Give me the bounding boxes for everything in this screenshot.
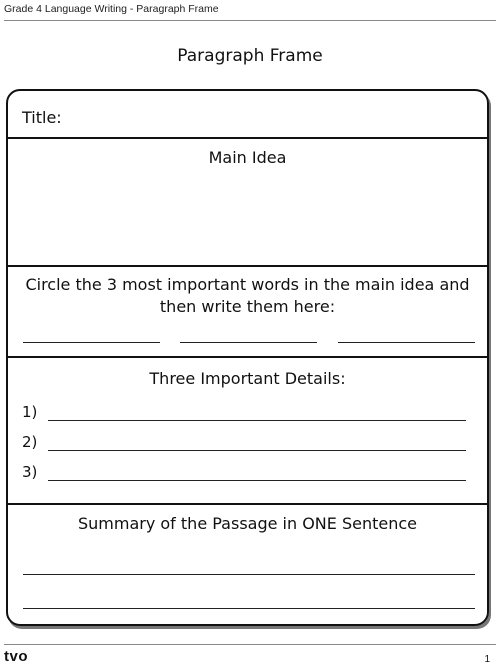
summary-heading: Summary of the Passage in ONE Sentence (77, 514, 418, 533)
detail-line-2[interactable] (48, 450, 466, 451)
paragraph-frame (6, 89, 489, 626)
word-line-1[interactable] (23, 342, 160, 343)
summary-line-2[interactable] (23, 608, 475, 609)
main-idea-section (8, 139, 487, 267)
document-header: Grade 4 Language Writing - Paragraph Frame (4, 3, 219, 15)
important-words-section (8, 267, 487, 358)
tvo-logo: tvo (4, 648, 28, 665)
summary-section (8, 505, 487, 624)
footer-divider (4, 644, 496, 645)
detail-line-1[interactable] (48, 420, 466, 421)
word-line-2[interactable] (180, 342, 317, 343)
title-label: Title: (22, 108, 62, 127)
title-section (8, 91, 487, 139)
detail-number-2: 2) (22, 433, 38, 451)
detail-line-3[interactable] (48, 480, 466, 481)
important-words-heading-line1: Circle the 3 most important words in the main idea and (25, 275, 470, 294)
header-divider (4, 20, 496, 21)
details-section (8, 358, 487, 505)
important-words-heading-line2: then write them here: (159, 297, 336, 316)
summary-line-1[interactable] (23, 574, 475, 575)
details-heading: Three Important Details: (149, 369, 346, 388)
page-number: 1 (484, 654, 490, 665)
word-line-3[interactable] (338, 342, 475, 343)
detail-number-1: 1) (22, 403, 38, 421)
main-idea-heading: Main Idea (208, 148, 287, 167)
detail-number-3: 3) (22, 463, 38, 481)
page-title: Paragraph Frame (177, 46, 323, 66)
